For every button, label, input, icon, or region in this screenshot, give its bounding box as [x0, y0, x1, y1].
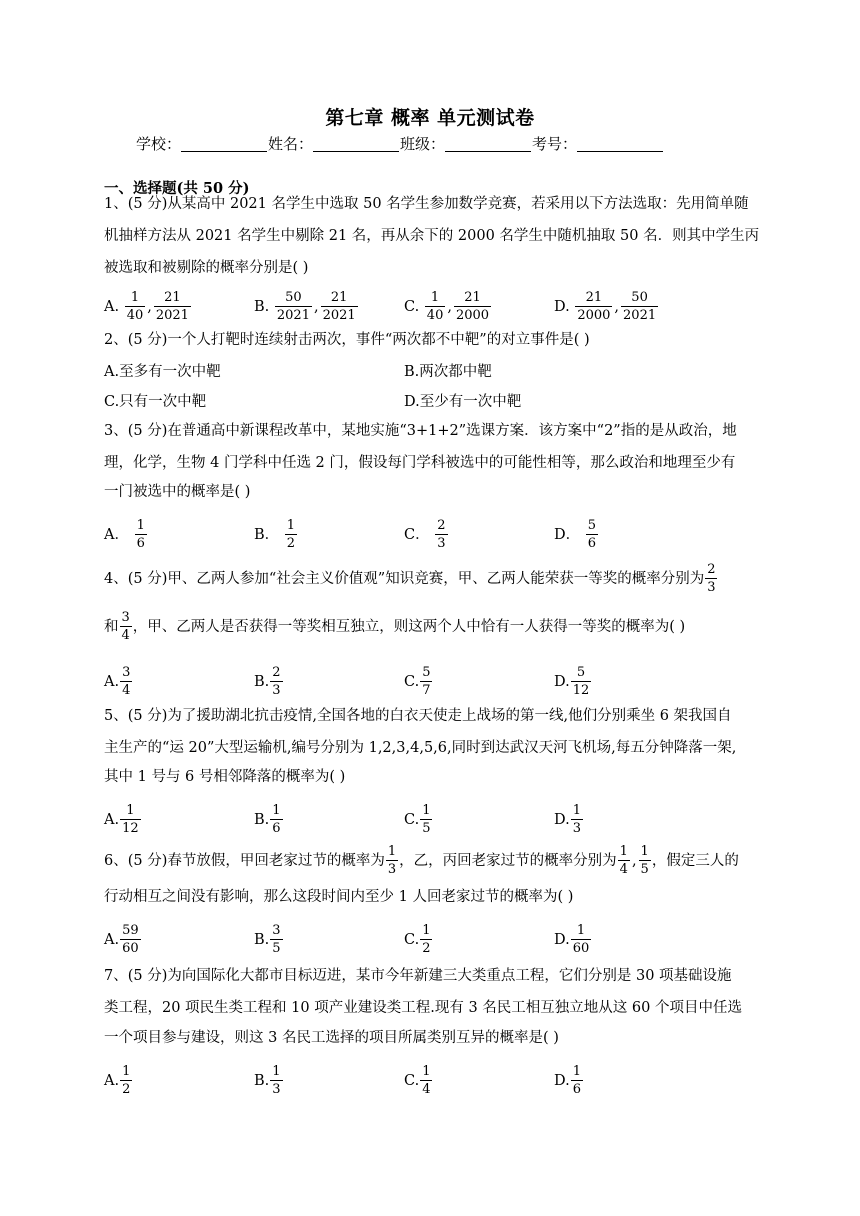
- fraction-numerator: 50: [621, 291, 658, 307]
- fraction-numerator: 3: [121, 610, 130, 625]
- fraction-numerator: 3: [122, 665, 131, 680]
- question-5-option-a[interactable]: [104, 804, 142, 836]
- question-2-option-b[interactable]: B.两次都中靶: [404, 364, 492, 380]
- fraction-numerator: 59: [122, 923, 139, 938]
- fraction-denominator: 2000: [577, 308, 611, 323]
- fraction-denominator: 5: [640, 862, 649, 877]
- option-fraction: [420, 1065, 432, 1097]
- fraction-numerator: 1: [136, 518, 145, 533]
- question-1-option-d[interactable]: [554, 291, 659, 323]
- fraction-separator: ,: [614, 299, 620, 315]
- fraction-numerator: 1: [120, 804, 141, 820]
- option-label: B.: [254, 812, 270, 828]
- option-fraction: [571, 804, 583, 836]
- option-label: A．: [104, 527, 134, 543]
- fraction-numerator: 1: [571, 924, 592, 940]
- question-4-option-c[interactable]: [404, 666, 433, 698]
- option-fraction: [575, 291, 612, 323]
- question-6-fraction-1: [386, 845, 398, 877]
- fraction-denominator: 2021: [155, 308, 189, 323]
- question-3-line-1: 3、(5 分)在普通高中新课程改革中，某地实施“3+1+2”选课方案．该方案中“2”指的是从政治，地: [104, 423, 737, 439]
- option-label: B.: [254, 674, 270, 690]
- option-fraction: [454, 291, 491, 323]
- option-fraction: [270, 804, 282, 836]
- fraction-separator: ,: [631, 853, 637, 869]
- fraction-denominator: 4: [422, 1082, 431, 1097]
- question-1-line-3: 被选取和被剔除的概率分别是( ): [104, 260, 309, 276]
- option-label: D.: [554, 1073, 570, 1089]
- option-fraction: [571, 666, 592, 698]
- question-4-text-2a: 和: [104, 619, 119, 635]
- question-3-option-a[interactable]: [104, 519, 148, 551]
- question-5-option-c[interactable]: [404, 804, 433, 836]
- fraction-denominator: 3: [387, 862, 397, 877]
- fraction-denominator: 12: [122, 821, 139, 836]
- question-2-option-d[interactable]: D.至少有一次中靶: [404, 394, 522, 410]
- option-label: D.: [554, 299, 575, 315]
- fraction-numerator: 1: [619, 844, 628, 859]
- question-7-option-b[interactable]: [254, 1065, 284, 1097]
- question-3-option-b[interactable]: [254, 519, 298, 551]
- question-3-option-d[interactable]: [554, 519, 599, 551]
- option-label: B．: [254, 527, 284, 543]
- fraction-numerator: 3: [272, 923, 281, 938]
- fraction-denominator: 60: [122, 941, 139, 956]
- question-1-option-c[interactable]: [404, 291, 492, 323]
- question-6-text-1b: ，乙，丙回老家过节的概率分别为: [399, 853, 617, 869]
- fraction-numerator: 5: [587, 518, 597, 533]
- option-label: D.: [554, 674, 570, 690]
- option-fraction: [420, 666, 432, 698]
- school-blank: [181, 136, 267, 152]
- option-label: C.: [404, 932, 420, 948]
- question-6-line-2: 行动相互之间没有影响，那么这段时间内至少 1 人回老家过节的概率为( ): [104, 889, 574, 905]
- fraction-denominator: 3: [272, 1082, 281, 1097]
- fraction-numerator: 1: [422, 803, 431, 818]
- option-fraction: [120, 1065, 132, 1097]
- fraction-denominator: 12: [572, 683, 590, 698]
- fraction-denominator: 6: [587, 536, 597, 551]
- option-fraction: [285, 519, 297, 551]
- fraction-numerator: 50: [275, 291, 312, 307]
- fraction-numerator: 2: [272, 665, 281, 680]
- fraction-numerator: 1: [422, 1064, 431, 1079]
- question-5-option-b[interactable]: [254, 804, 284, 836]
- fraction-numerator: 21: [454, 291, 491, 307]
- fraction-denominator: 6: [136, 536, 145, 551]
- question-7-line-1: 7、(5 分)为向国际化大都市目标迈进，某市今年新建三大类重点工程，它们分别是 30 项基础设施: [104, 968, 732, 984]
- fraction-denominator: 6: [272, 821, 281, 836]
- question-6-text-1c: ，假定三人的: [651, 853, 739, 869]
- option-fraction: [621, 291, 658, 323]
- option-label: D.: [554, 812, 570, 828]
- exam-no-label: 考号：: [532, 135, 578, 153]
- option-fraction: [435, 519, 447, 551]
- fraction-denominator: 4: [121, 628, 130, 643]
- option-label: B.: [254, 299, 274, 315]
- question-7-line-2: 类工程，20 项民生类工程和 10 项产业建设类工程.现有 3 名民工相互独立地从这 60 个项目中任选: [104, 1000, 742, 1016]
- fraction-numerator: 1: [572, 1064, 581, 1079]
- option-fraction: [425, 291, 446, 323]
- option-label: D．: [554, 527, 585, 543]
- fraction-denominator: 2: [122, 1082, 131, 1097]
- fraction-denominator: 2021: [276, 308, 310, 323]
- class-blank: [445, 136, 531, 152]
- option-fraction: [586, 519, 598, 551]
- option-label: C.: [404, 1073, 420, 1089]
- option-label: C．: [404, 527, 435, 543]
- option-fraction: [571, 924, 592, 956]
- option-label: A.: [104, 674, 120, 690]
- question-5-option-d[interactable]: [554, 804, 584, 836]
- fraction-separator: ,: [147, 299, 152, 315]
- question-3-line-3: 一门被选中的概率是( ): [104, 484, 251, 500]
- question-6-text-1a: 6、(5 分)春节放假，甲回老家过节的概率为: [104, 853, 385, 869]
- fraction-denominator: 4: [619, 862, 628, 877]
- question-2-option-c[interactable]: C.只有一次中靶: [104, 394, 207, 410]
- fraction-denominator: 5: [422, 821, 431, 836]
- option-fraction: [420, 924, 432, 956]
- option-fraction: [420, 804, 432, 836]
- school-label: 学校：: [136, 135, 182, 153]
- option-fraction: [125, 291, 146, 323]
- class-label: 班级：: [400, 135, 446, 153]
- question-4-option-d[interactable]: [554, 666, 592, 698]
- option-fraction: [321, 291, 358, 323]
- option-fraction: [270, 924, 282, 956]
- question-6-option-c[interactable]: [404, 924, 433, 956]
- option-fraction: [154, 291, 191, 323]
- question-1-option-a[interactable]: [104, 291, 192, 323]
- question-5-line-3: 其中 1 号与 6 号相邻降落的概率为( ): [104, 769, 346, 785]
- name-label: 姓名：: [268, 135, 314, 153]
- option-label: B.: [254, 1073, 270, 1089]
- question-1-option-b[interactable]: [254, 291, 359, 323]
- fraction-numerator: 5: [571, 666, 592, 682]
- option-fraction: [120, 804, 141, 836]
- question-4-fraction-1: [705, 563, 717, 595]
- fraction-denominator: 3: [437, 536, 446, 551]
- question-7-option-c[interactable]: [404, 1065, 433, 1097]
- question-6-option-a[interactable]: [104, 924, 142, 956]
- exam-no-blank: [577, 136, 663, 152]
- fraction-denominator: 2: [422, 941, 431, 956]
- fraction-denominator: 40: [426, 308, 444, 323]
- name-blank: [313, 136, 399, 152]
- page-title: 第七章 概率 单元测试卷: [325, 107, 535, 129]
- fraction-numerator: 21: [154, 291, 191, 307]
- fraction-numerator: 5: [422, 665, 431, 680]
- fraction-numerator: 1: [572, 803, 581, 818]
- fraction-numerator: 1: [272, 1064, 281, 1079]
- question-1-line-2: 机抽样方法从 2021 名学生中剔除 21 名，再从余下的 2000 名学生中随机抽取 50 名．则其中学生丙: [104, 228, 760, 244]
- fraction-denominator: 3: [572, 821, 581, 836]
- fraction-separator: ,: [313, 299, 319, 315]
- option-label: A.: [104, 812, 120, 828]
- fraction-numerator: 1: [272, 803, 281, 818]
- option-fraction: [270, 666, 282, 698]
- option-label: C.: [404, 812, 420, 828]
- fraction-denominator: 40: [126, 308, 144, 323]
- option-fraction: [270, 1065, 282, 1097]
- question-7-option-d[interactable]: [554, 1065, 584, 1097]
- option-fraction: [120, 924, 141, 956]
- fraction-numerator: 1: [286, 518, 296, 533]
- question-2-option-a[interactable]: A.至多有一次中靶: [104, 364, 221, 380]
- question-6-fraction-3: [639, 845, 651, 877]
- question-4-line-2: [104, 611, 685, 643]
- question-5-line-1: 5、(5 分)为了援助湖北抗击疫情,全国各地的白衣天使走上战场的第一线,他们分别乘坐 6 架我国自: [104, 708, 732, 724]
- option-label: A.: [104, 299, 124, 315]
- fraction-denominator: 4: [122, 683, 131, 698]
- fraction-numerator: 1: [125, 291, 146, 307]
- fraction-numerator: 21: [321, 291, 358, 307]
- section-heading: 一、选择题(共 50 分): [104, 180, 250, 197]
- question-6-option-d[interactable]: [554, 924, 592, 956]
- fraction-numerator: 2: [707, 562, 716, 577]
- student-info-line: [136, 133, 664, 154]
- question-7-line-3: 一个项目参与建设，则这 3 名民工选择的项目所属类别互异的概率是( ): [104, 1030, 559, 1046]
- fraction-numerator: 21: [575, 291, 612, 307]
- question-3-option-c[interactable]: [404, 519, 449, 551]
- option-fraction: [135, 519, 147, 551]
- fraction-numerator: 2: [437, 518, 446, 533]
- fraction-denominator: 6: [572, 1082, 581, 1097]
- fraction-separator: ,: [447, 299, 452, 315]
- question-3-line-2: 理，化学，生物 4 门学科中任选 2 门，假设每门学科被选中的可能性相等，那么政治和地理至少有: [104, 455, 736, 471]
- question-2-line-1: 2、(5 分)一个人打靶时连续射击两次，事件“两次都不中靶”的对立事件是( ): [104, 332, 590, 348]
- fraction-denominator: 2021: [322, 308, 356, 323]
- option-label: C.: [404, 674, 420, 690]
- question-5-line-2: 主生产的“运 20”大型运输机,编号分别为 1,2,3,4,5,6,同时到达武汉天河飞机场,每五分钟降落一架,: [104, 740, 737, 756]
- fraction-denominator: 2021: [623, 308, 657, 323]
- fraction-numerator: 1: [122, 1064, 131, 1079]
- fraction-denominator: 2000: [455, 308, 490, 323]
- fraction-numerator: 1: [422, 923, 431, 938]
- fraction-denominator: 3: [272, 683, 281, 698]
- question-4-line-1: [104, 563, 718, 595]
- option-fraction: [571, 1065, 583, 1097]
- option-label: A.: [104, 932, 120, 948]
- question-4-text-1: 4、(5 分)甲、乙两人参加“社会主义价值观”知识竞赛，甲、乙两人能荣获一等奖的概率分别为: [104, 571, 705, 587]
- option-label: C.: [404, 299, 424, 315]
- question-6-option-b[interactable]: [254, 924, 284, 956]
- question-7-option-a[interactable]: [104, 1065, 133, 1097]
- fraction-denominator: 3: [707, 580, 716, 595]
- question-4-fraction-2: [120, 611, 132, 643]
- fraction-numerator: 1: [387, 844, 397, 859]
- fraction-denominator: 7: [422, 683, 431, 698]
- fraction-denominator: 2: [286, 536, 296, 551]
- option-fraction: [275, 291, 312, 323]
- option-label: D.: [554, 932, 570, 948]
- fraction-numerator: 1: [640, 844, 649, 859]
- fraction-denominator: 60: [572, 941, 590, 956]
- question-6-fraction-2: [618, 845, 630, 877]
- question-6-line-1: [104, 845, 739, 877]
- fraction-denominator: 5: [272, 941, 281, 956]
- option-label: B.: [254, 932, 270, 948]
- option-fraction: [120, 666, 132, 698]
- question-4-option-b[interactable]: [254, 666, 284, 698]
- fraction-numerator: 1: [425, 291, 446, 307]
- question-4-text-2b: ，甲、乙两人是否获得一等奖相互独立，则这两个人中恰有一人获得一等奖的概率为( ): [132, 619, 686, 635]
- option-label: A.: [104, 1073, 120, 1089]
- question-4-option-a[interactable]: [104, 666, 133, 698]
- question-1-line-1: 1、(5 分)从某高中 2021 名学生中选取 50 名学生参加数学竞赛，若采用以下方法选取：先用简单随: [104, 196, 749, 212]
